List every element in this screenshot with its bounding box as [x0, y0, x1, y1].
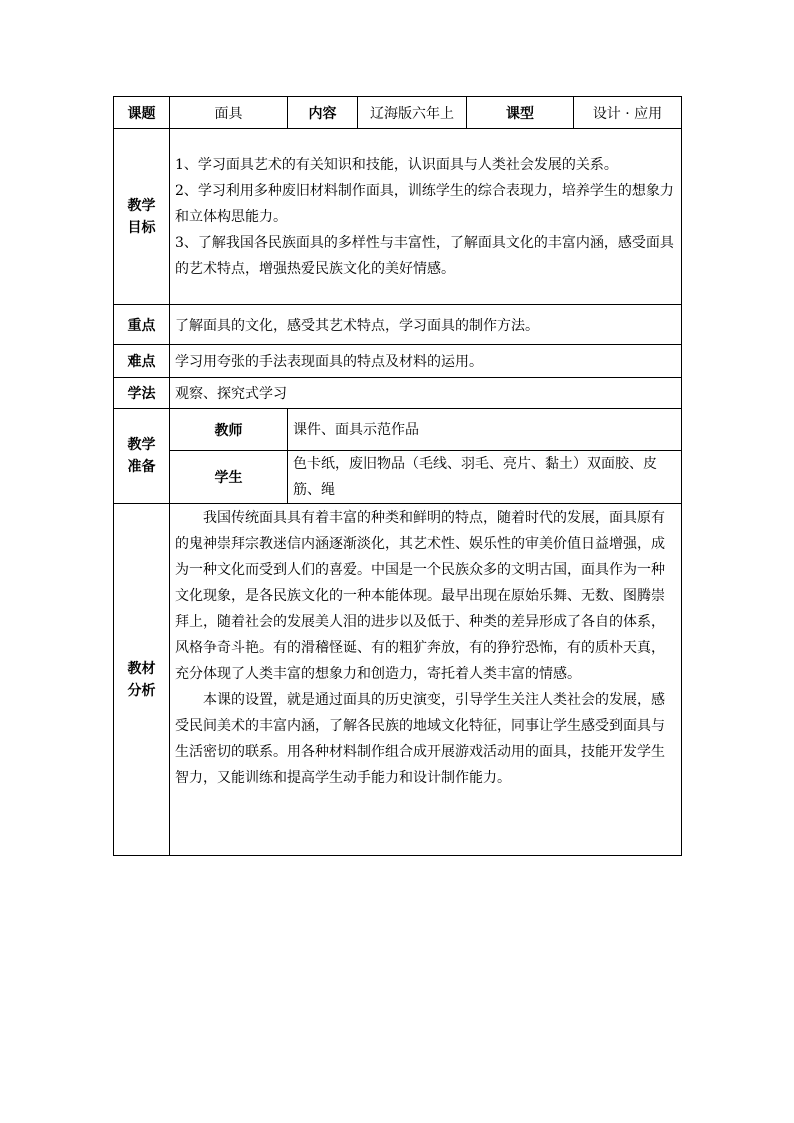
method-label: 学法: [114, 378, 170, 409]
difficulty-label: 难点: [114, 345, 170, 378]
preparation-label: 教学 准备: [114, 409, 170, 504]
goals-row: [114, 129, 682, 305]
teacher-label: 教师: [170, 409, 288, 451]
goal-item: 3、了解我国各民族面具的多样性与丰富性，了解面具文化的丰富内涵，感受面具的艺术特点，增强热爱民族文化的美好情感。: [175, 234, 674, 277]
student-label: 学生: [170, 451, 288, 504]
goal-item: 2、学习利用多种废旧材料制作面具，训练学生的综合表现力，培养学生的想象力和立体构思能力。: [175, 182, 674, 225]
key-point-label: 重点: [114, 305, 170, 345]
prep-student-row: [114, 451, 682, 504]
student-text: 色卡纸，废旧物品（毛线、羽毛、亮片、黏土）双面胶、皮筋、绳: [288, 451, 682, 504]
analysis-paragraph: 本课的设置，就是通过面具的历史演变，引导学生关注人类社会的发展，感受民间美术的丰富内涵，了解各民族的地域文化特征，同事让学生感受到面具与生活密切的联系。用各种材料制作组合成开展游戏活动用的面具，技能开发学生智力，又能训练和提高学生动手能力和设计制作能力。: [175, 692, 665, 786]
goals-label: 教学 目标: [114, 129, 170, 305]
analysis-content: [170, 504, 682, 856]
key-point-row: [114, 305, 682, 345]
type-label: 课型: [467, 97, 574, 129]
difficulty-row: [114, 345, 682, 378]
type-value: 设计 · 应用: [574, 97, 682, 129]
key-point-text: 了解面具的文化，感受其艺术特点，学习面具的制作方法。: [170, 305, 682, 345]
lesson-plan-table: [113, 96, 682, 856]
goal-item: 1、学习面具艺术的有关知识和技能，认识面具与人类社会发展的关系。: [175, 156, 618, 173]
header-row: [114, 97, 682, 129]
content-label: 内容: [288, 97, 358, 129]
topic-value: 面具: [170, 97, 288, 129]
analysis-label: 教材 分析: [114, 504, 170, 856]
goals-content: [170, 129, 682, 305]
method-text: 观察、探究式学习: [170, 378, 682, 409]
analysis-row: [114, 504, 682, 856]
difficulty-text: 学习用夸张的手法表现面具的特点及材料的运用。: [170, 345, 682, 378]
topic-label: 课题: [114, 97, 170, 129]
method-row: [114, 378, 682, 409]
teacher-text: 课件、面具示范作品: [288, 409, 682, 451]
prep-teacher-row: [114, 409, 682, 451]
content-value: 辽海版六年上: [358, 97, 467, 129]
analysis-paragraph: 我国传统面具具有着丰富的种类和鲜明的特点，随着时代的发展，面具原有的鬼神崇拜宗教迷信内涵逐渐淡化，其艺术性、娱乐性的审美价值日益增强，成为一种文化而受到人们的喜爱。中国是一个民族众多的文明古国，面具作为一种文化现象，是各民族文化的一种本能体现。最早出现在原始乐舞、无数、图腾崇拜上，随着社会的发展美人泪的进步以及低于、种类的差异形成了各自的体系，风格争奇斗艳。有的滑稽怪诞、有的粗犷奔放，有的狰狞恐怖，有的质朴天真，充分体现了人类丰富的想象力和创造力，寄托着人类丰富的情感。: [175, 510, 665, 682]
